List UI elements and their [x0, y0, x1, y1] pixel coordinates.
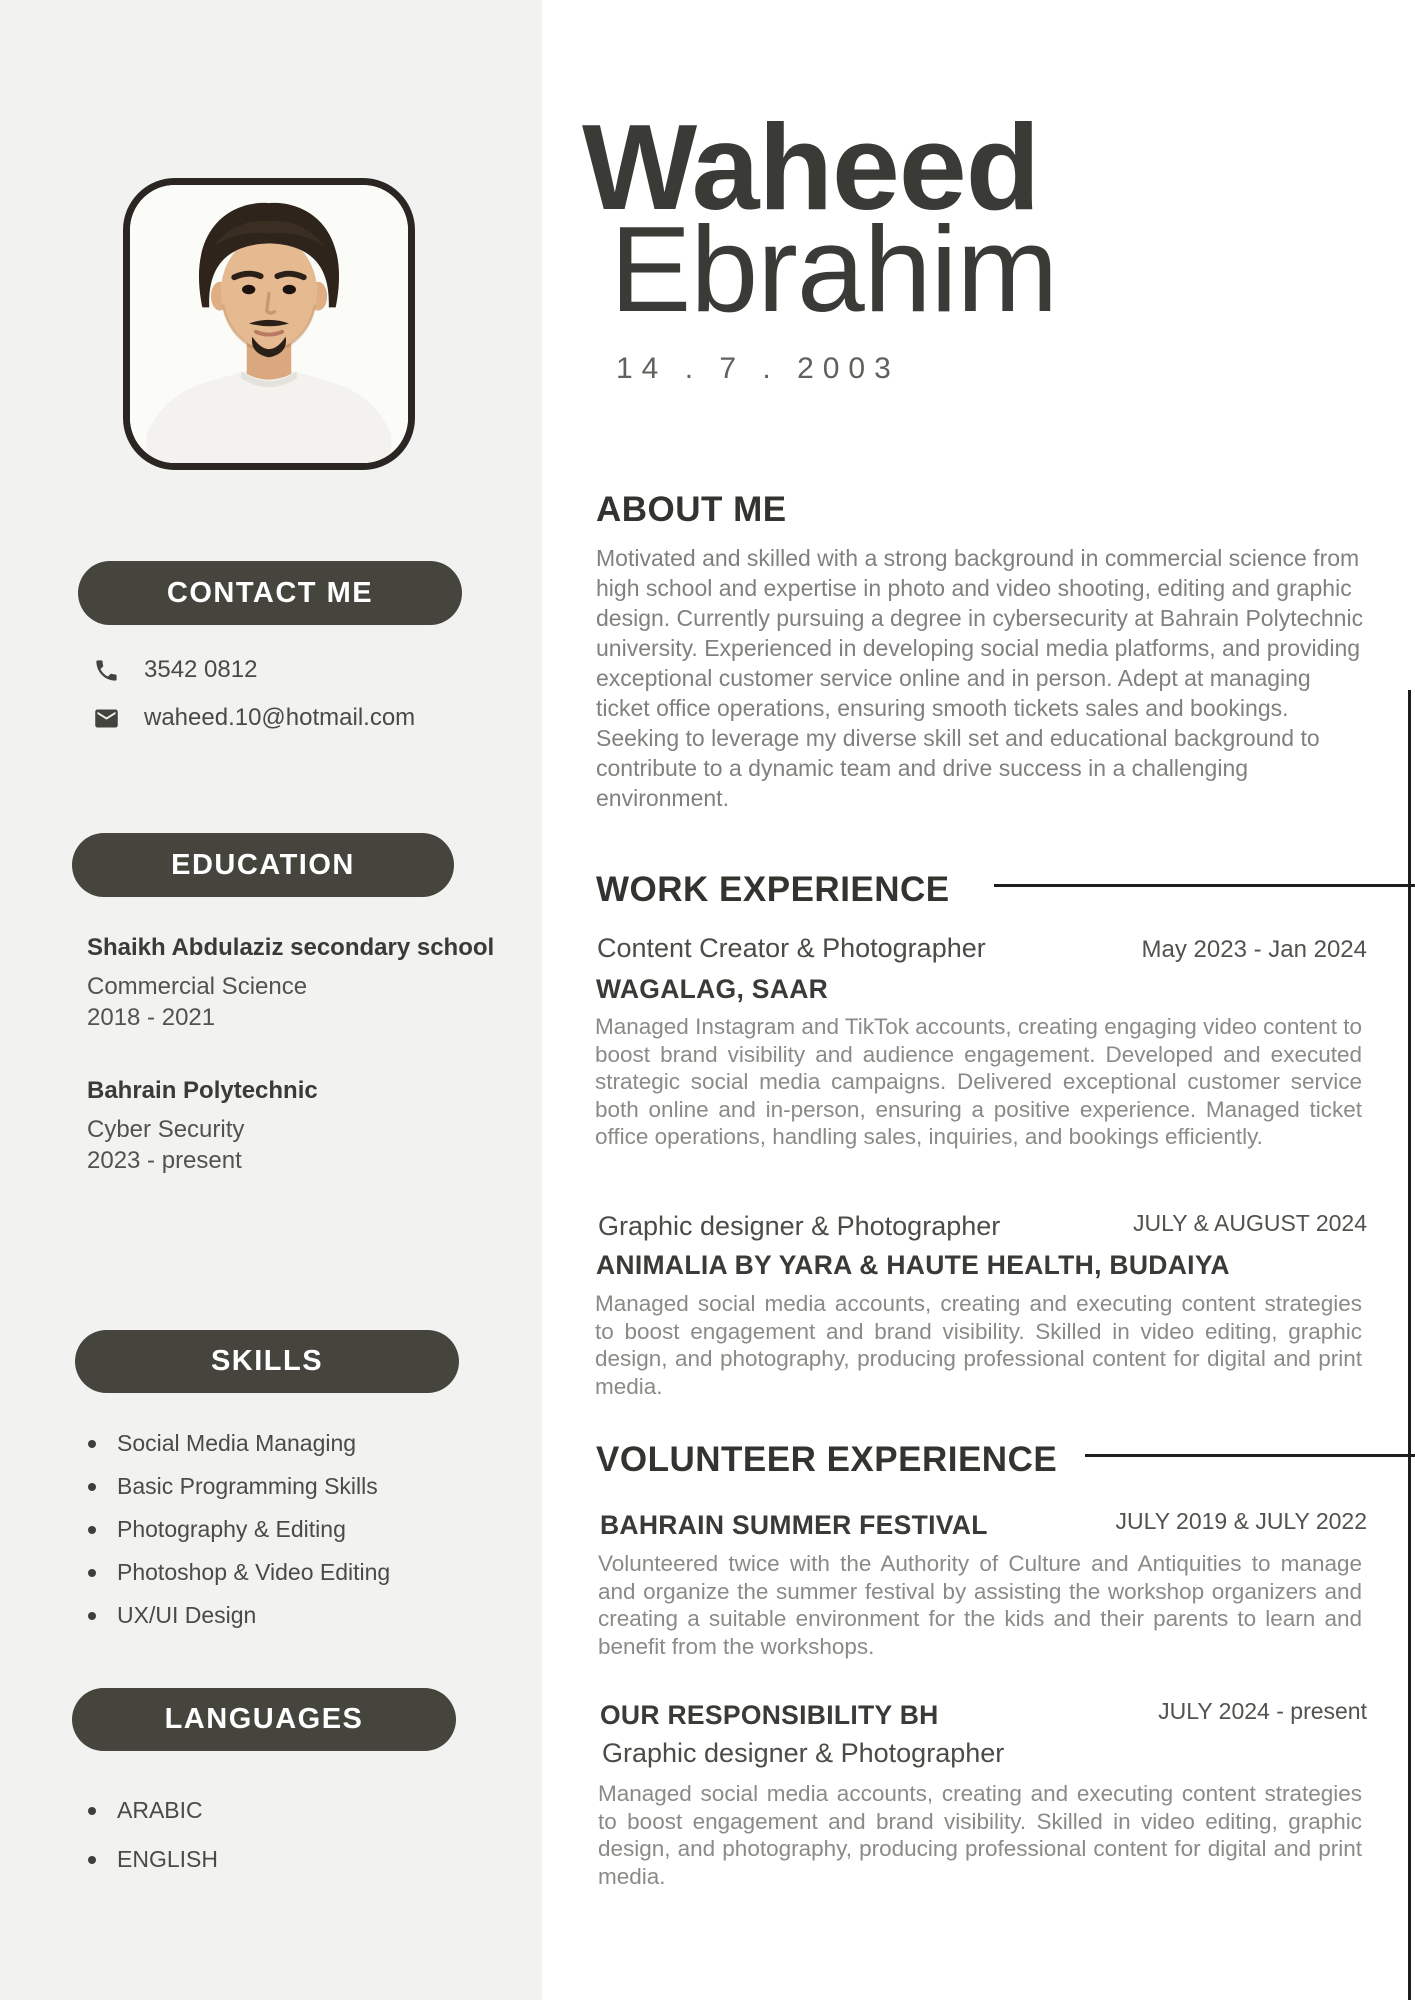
school-name: Bahrain Polytechnic — [87, 1077, 318, 1104]
work-header: WORK EXPERIENCE — [596, 870, 950, 909]
list-item — [88, 1422, 390, 1465]
job-organization: ANIMALIA BY YARA & HAUTE HEALTH, BUDAIYA — [596, 1250, 1230, 1280]
about-header: ABOUT ME — [596, 490, 787, 529]
program-name: Cyber Security — [87, 1116, 245, 1143]
list-item — [88, 1551, 390, 1594]
bullet-icon — [88, 1569, 96, 1577]
envelope-icon — [93, 705, 120, 732]
about-text: Motivated and skilled with a strong background in commercial science from high school and expertise in photo and video shooting, editing and graphic design. Currently pursuing a degree in cybersecurity at Bahrain Polytechnic university. Experienced in developing social media platforms, and providing exceptional customer service online and in person. Adept at managing ticket office operations, ensuring smooth tickets sales and bookings. Seeking to leverage my diverse skill set and educational background to contribute to a dynamic team and drive success in a challenging environment. — [596, 545, 1364, 811]
skill-label: Social Media Managing — [117, 1430, 357, 1456]
bullet-icon — [88, 1483, 96, 1491]
phone-row — [93, 656, 257, 684]
volunteer-role: Graphic designer & Photographer — [602, 1738, 1005, 1768]
bullet-icon — [88, 1856, 96, 1864]
volunteer-date: JULY 2019 & JULY 2022 — [1115, 1508, 1367, 1534]
job-title: Content Creator & Photographer — [597, 933, 986, 963]
education-entry — [87, 1077, 537, 1176]
job-description: Managed social media accounts, creating and executing content strategies to boost engagement and brand visibility. Skilled in video editing, graphic design, and photography, producing professional content for digital and print media. — [595, 1291, 1362, 1399]
education-years: 2018 - 2021 — [87, 1004, 216, 1031]
skills-header-label: SKILLS — [210, 1345, 324, 1377]
job-description: Managed Instagram and TikTok accounts, creating engaging video content to boost brand visibility and audience engagement. Developed and executed strategic social media campaigns. Delivered exceptional customer service both online and in-person, ensuring a positive experience. Managed ticket office operations, handling sales, inquiries, and bookings efficiently. — [595, 1014, 1362, 1150]
phone-number: 3542 0812 — [144, 656, 258, 683]
volunteer-organization: OUR RESPONSIBILITY BH — [600, 1700, 939, 1730]
skills-section-header — [75, 1330, 459, 1393]
education-years: 2023 - present — [87, 1147, 242, 1174]
sidebar — [0, 0, 542, 2000]
job-date: May 2023 - Jan 2024 — [1141, 936, 1367, 963]
languages-header-label: LANGUAGES — [164, 1703, 364, 1735]
phone-icon — [93, 657, 120, 684]
school-name: Shaikh Abdulaziz secondary school — [87, 934, 495, 961]
list-item — [88, 1508, 390, 1551]
bullet-icon — [88, 1807, 96, 1815]
contact-section-header — [78, 561, 462, 625]
skill-label: Basic Programming Skills — [117, 1473, 378, 1499]
email-address: waheed.10@hotmail.com — [144, 704, 416, 731]
right-edge-rule — [1408, 690, 1411, 2000]
job-date: JULY & AUGUST 2024 — [1133, 1210, 1367, 1236]
education-header-label: EDUCATION — [171, 848, 355, 881]
education-list — [87, 934, 537, 1176]
education-section-header — [72, 833, 454, 897]
bullet-icon — [88, 1440, 96, 1448]
volunteer-heading-rule — [1085, 1454, 1415, 1457]
portrait-illustration — [130, 185, 408, 463]
email-row — [93, 704, 415, 732]
program-name: Commercial Science — [87, 973, 308, 1000]
volunteer-description: Volunteered twice with the Authority of Culture and Antiquities to manage and organize the summer festival by assisting the workshop organizers and creating a suitable environment for the kids and their parents to learn and benefit from the workshops. — [598, 1551, 1362, 1659]
list-item — [88, 1594, 390, 1637]
name-last: Ebrahim — [610, 201, 1058, 337]
contact-header-label: CONTACT ME — [166, 576, 374, 609]
bullet-icon — [88, 1612, 96, 1620]
bullet-icon — [88, 1526, 96, 1534]
volunteer-organization: BAHRAIN SUMMER FESTIVAL — [600, 1510, 988, 1540]
job-title: Graphic designer & Photographer — [598, 1211, 1001, 1241]
skills-list — [88, 1422, 390, 1637]
volunteer-header: VOLUNTEER EXPERIENCE — [596, 1440, 1058, 1479]
skill-label: Photography & Editing — [117, 1516, 346, 1542]
skill-label: UX/UI Design — [117, 1602, 257, 1628]
education-entry — [87, 934, 537, 1033]
list-item — [88, 1465, 390, 1508]
languages-section-header — [72, 1688, 456, 1751]
language-label: ENGLISH — [117, 1846, 218, 1872]
job-organization: WAGALAG, SAAR — [596, 974, 829, 1004]
skill-label: Photoshop & Video Editing — [117, 1559, 391, 1585]
name-first: Waheed — [582, 99, 1040, 235]
volunteer-description: Managed social media accounts, creating and executing content strategies to boost engagement and brand visibility. Skilled in video editing, graphic design, and photography, producing professional content for digital and print media. — [598, 1781, 1362, 1889]
list-item — [88, 1786, 218, 1835]
list-item — [88, 1835, 218, 1884]
birth-date: 14 . 7 . 2003 — [616, 352, 900, 385]
profile-photo — [123, 178, 415, 470]
work-heading-rule — [994, 884, 1415, 887]
volunteer-date: JULY 2024 - present — [1158, 1698, 1367, 1724]
language-label: ARABIC — [117, 1797, 203, 1823]
languages-list — [88, 1786, 218, 1884]
